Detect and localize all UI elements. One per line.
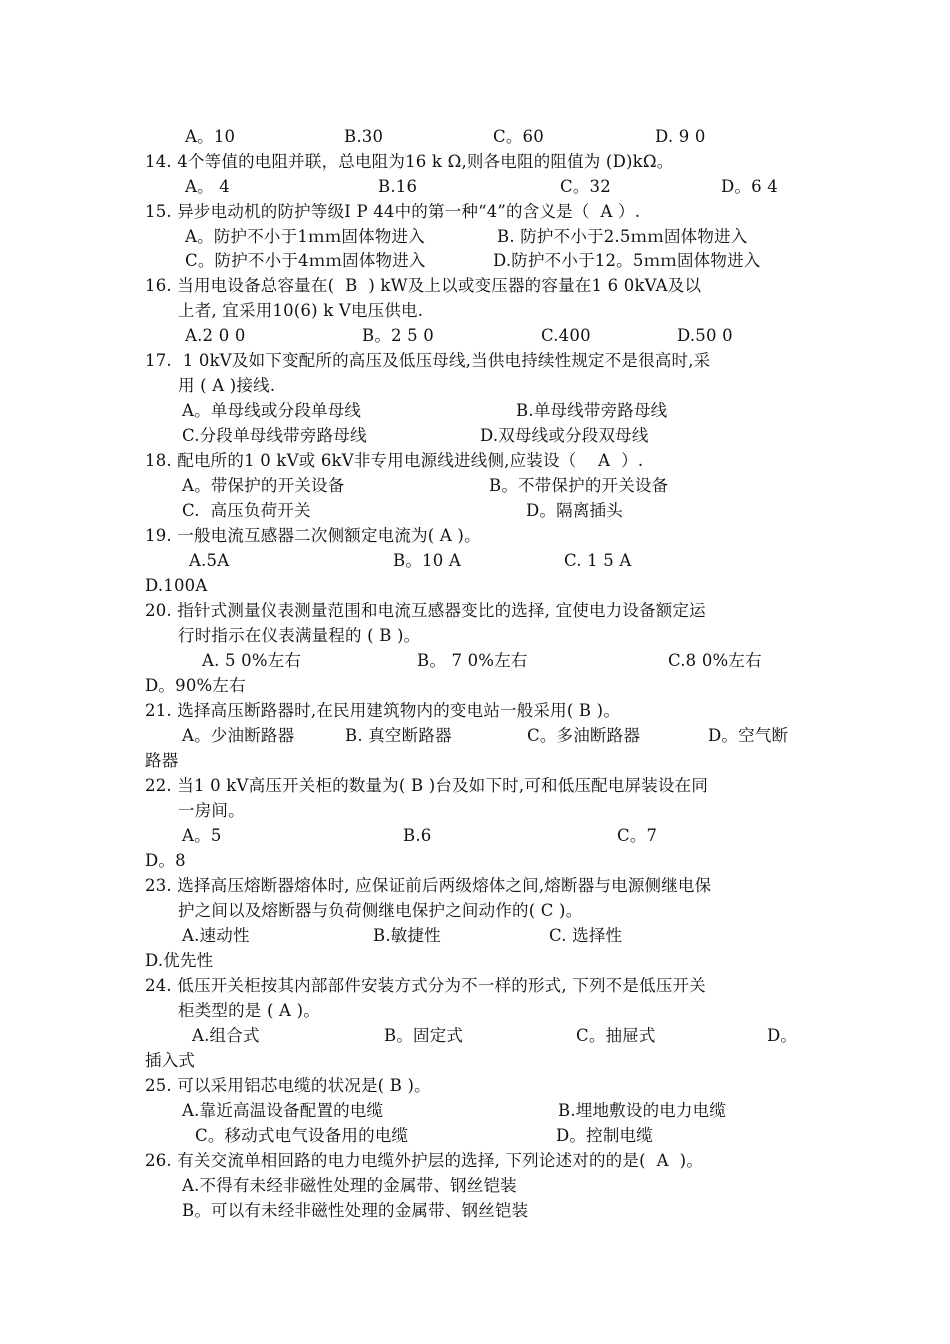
option-d: D。90%左右 bbox=[145, 676, 246, 695]
option-c: C。32 bbox=[560, 177, 611, 196]
question-16-cont: 上者, 宜采用10(6) k V电压供电. bbox=[178, 301, 424, 320]
option-d: D。空气断 bbox=[708, 726, 789, 745]
question-24-cont: 柜类型的是 ( A )。 bbox=[178, 1001, 320, 1020]
question-20-cont: 行时指示在仪表满量程的 ( B )。 bbox=[178, 626, 421, 645]
option-d: D。6 4 bbox=[721, 177, 778, 196]
question-22-cont: 一房间。 bbox=[178, 801, 245, 820]
option-c: C.8 0%左右 bbox=[668, 651, 762, 670]
option-d: D.100A bbox=[145, 576, 208, 595]
option-b: B. 真空断路器 bbox=[345, 726, 452, 745]
question-19: 19. 一般电流互感器二次侧额定电流为( A )。 bbox=[145, 526, 481, 545]
option-d: D。隔离插头 bbox=[526, 501, 623, 520]
option-a: A。10 bbox=[185, 127, 236, 146]
option-b: B.30 bbox=[344, 127, 384, 146]
question-15: 15. 异步电动机的防护等级I P 44中的第一种“4”的含义是（ A ）. bbox=[145, 202, 641, 221]
option-c: C. 高压负荷开关 bbox=[182, 501, 311, 520]
option-c: C.分段单母线带旁路母线 bbox=[182, 426, 367, 445]
option-d: D。8 bbox=[145, 851, 186, 870]
question-17: 17. 1 0kV及如下变配所的高压及低压母线,当供电持续性规定不是很高时,采 bbox=[145, 351, 711, 370]
option-d: D.双母线或分段双母线 bbox=[480, 426, 649, 445]
option-b: B.6 bbox=[403, 826, 432, 845]
option-b: B.单母线带旁路母线 bbox=[516, 401, 668, 420]
question-24: 24. 低压开关柜按其内部部件安装方式分为不一样的形式, 下列不是低压开关 bbox=[145, 976, 706, 995]
option-b: B。可以有未经非磁性处理的金属带、钢丝铠装 bbox=[182, 1201, 529, 1220]
option-d: D。控制电缆 bbox=[556, 1126, 653, 1145]
option-b: B. 防护不小于2.5ｍｍ固体物进入 bbox=[497, 227, 748, 246]
option-b: B.埋地敷设的电力电缆 bbox=[558, 1101, 727, 1120]
question-25: 25. 可以采用铝芯电缆的状况是( B )。 bbox=[145, 1076, 431, 1095]
option-a: A。少油断路器 bbox=[182, 726, 295, 745]
option-d: D.防护不小于12。5ｍｍ固体物进入 bbox=[493, 251, 761, 270]
option-b: B.16 bbox=[378, 177, 418, 196]
option-c: C。60 bbox=[493, 127, 544, 146]
option-a: A。 4 bbox=[185, 177, 230, 196]
option-c: C。防护不小于4ｍｍ固体物进入 bbox=[185, 251, 426, 270]
option-b: B.敏捷性 bbox=[373, 926, 441, 945]
option-c: C。多油断路器 bbox=[527, 726, 641, 745]
option-a: A. 5 0%左右 bbox=[202, 651, 302, 670]
option-d-cont: 路器 bbox=[145, 751, 179, 770]
option-a: A.靠近高温设备配置的电缆 bbox=[182, 1101, 384, 1120]
question-16: 16. 当用电设备总容量在( B ) kW及上以或变压器的容量在1 6 0kVA及以 bbox=[145, 276, 702, 295]
question-21: 21. 选择高压断路器时,在民用建筑物内的变电站一般采用( B )。 bbox=[145, 701, 621, 720]
option-b: B。2 5 0 bbox=[362, 326, 435, 345]
option-c: C。抽屉式 bbox=[576, 1026, 656, 1045]
option-a: A。5 bbox=[182, 826, 222, 845]
option-a: A.组合式 bbox=[192, 1026, 260, 1045]
option-c: C. 1 5 A bbox=[564, 551, 632, 570]
option-a: A。带保护的开关设备 bbox=[182, 476, 345, 495]
question-14: 14. 4个等值的电阻并联，总电阻为16 k Ω,则各电阻的阻值为 (D)kΩ。 bbox=[145, 152, 674, 171]
option-c: C。7 bbox=[617, 826, 658, 845]
option-a: A。单母线或分段单母线 bbox=[182, 401, 362, 420]
question-26: 26. 有关交流单相回路的电力电缆外护层的选择, 下列论述对的的是( A )。 bbox=[145, 1151, 703, 1170]
option-c: C.400 bbox=[541, 326, 591, 345]
option-a: A.速动性 bbox=[182, 926, 250, 945]
option-d: D.50 0 bbox=[677, 326, 733, 345]
option-b: B。固定式 bbox=[384, 1026, 464, 1045]
option-a: A。防护不小于1ｍｍ固体物进入 bbox=[185, 227, 425, 246]
option-b: B。 7 0%左右 bbox=[417, 651, 528, 670]
option-d: D.优先性 bbox=[145, 951, 214, 970]
question-18: 18. 配电所的1 0 kV或 6kV非专用电源线进线侧,应装设（ A ）. bbox=[145, 451, 644, 470]
option-a: A.2 0 0 bbox=[185, 326, 246, 345]
question-17-cont: 用 ( A )接线. bbox=[178, 376, 276, 395]
option-b: B。不带保护的开关设备 bbox=[489, 476, 669, 495]
question-23: 23. 选择高压熔断器熔体时, 应保证前后两级熔体之间,熔断器与电源侧继电保 bbox=[145, 876, 712, 895]
option-d-cont: 插入式 bbox=[145, 1051, 196, 1070]
option-d: D。 bbox=[767, 1026, 798, 1045]
option-d: D. 9 0 bbox=[655, 127, 706, 146]
option-c: C。移动式电气设备用的电缆 bbox=[195, 1126, 409, 1145]
question-22: 22. 当1 0 kV高压开关柜的数量为( B )台及如下时,可和低压配电屏装设在同 bbox=[145, 776, 709, 795]
option-a: A.5A bbox=[189, 551, 230, 570]
option-a: A.不得有未经非磁性处理的金属带、钢丝铠装 bbox=[182, 1176, 517, 1195]
question-23-cont: 护之间以及熔断器与负荷侧继电保护之间动作的( C )。 bbox=[178, 901, 583, 920]
option-c: C. 选择性 bbox=[549, 926, 623, 945]
option-b: B。10 A bbox=[393, 551, 461, 570]
question-20: 20. 指针式测量仪表测量范围和电流互感器变比的选择, 宜使电力设备额定运 bbox=[145, 601, 706, 620]
